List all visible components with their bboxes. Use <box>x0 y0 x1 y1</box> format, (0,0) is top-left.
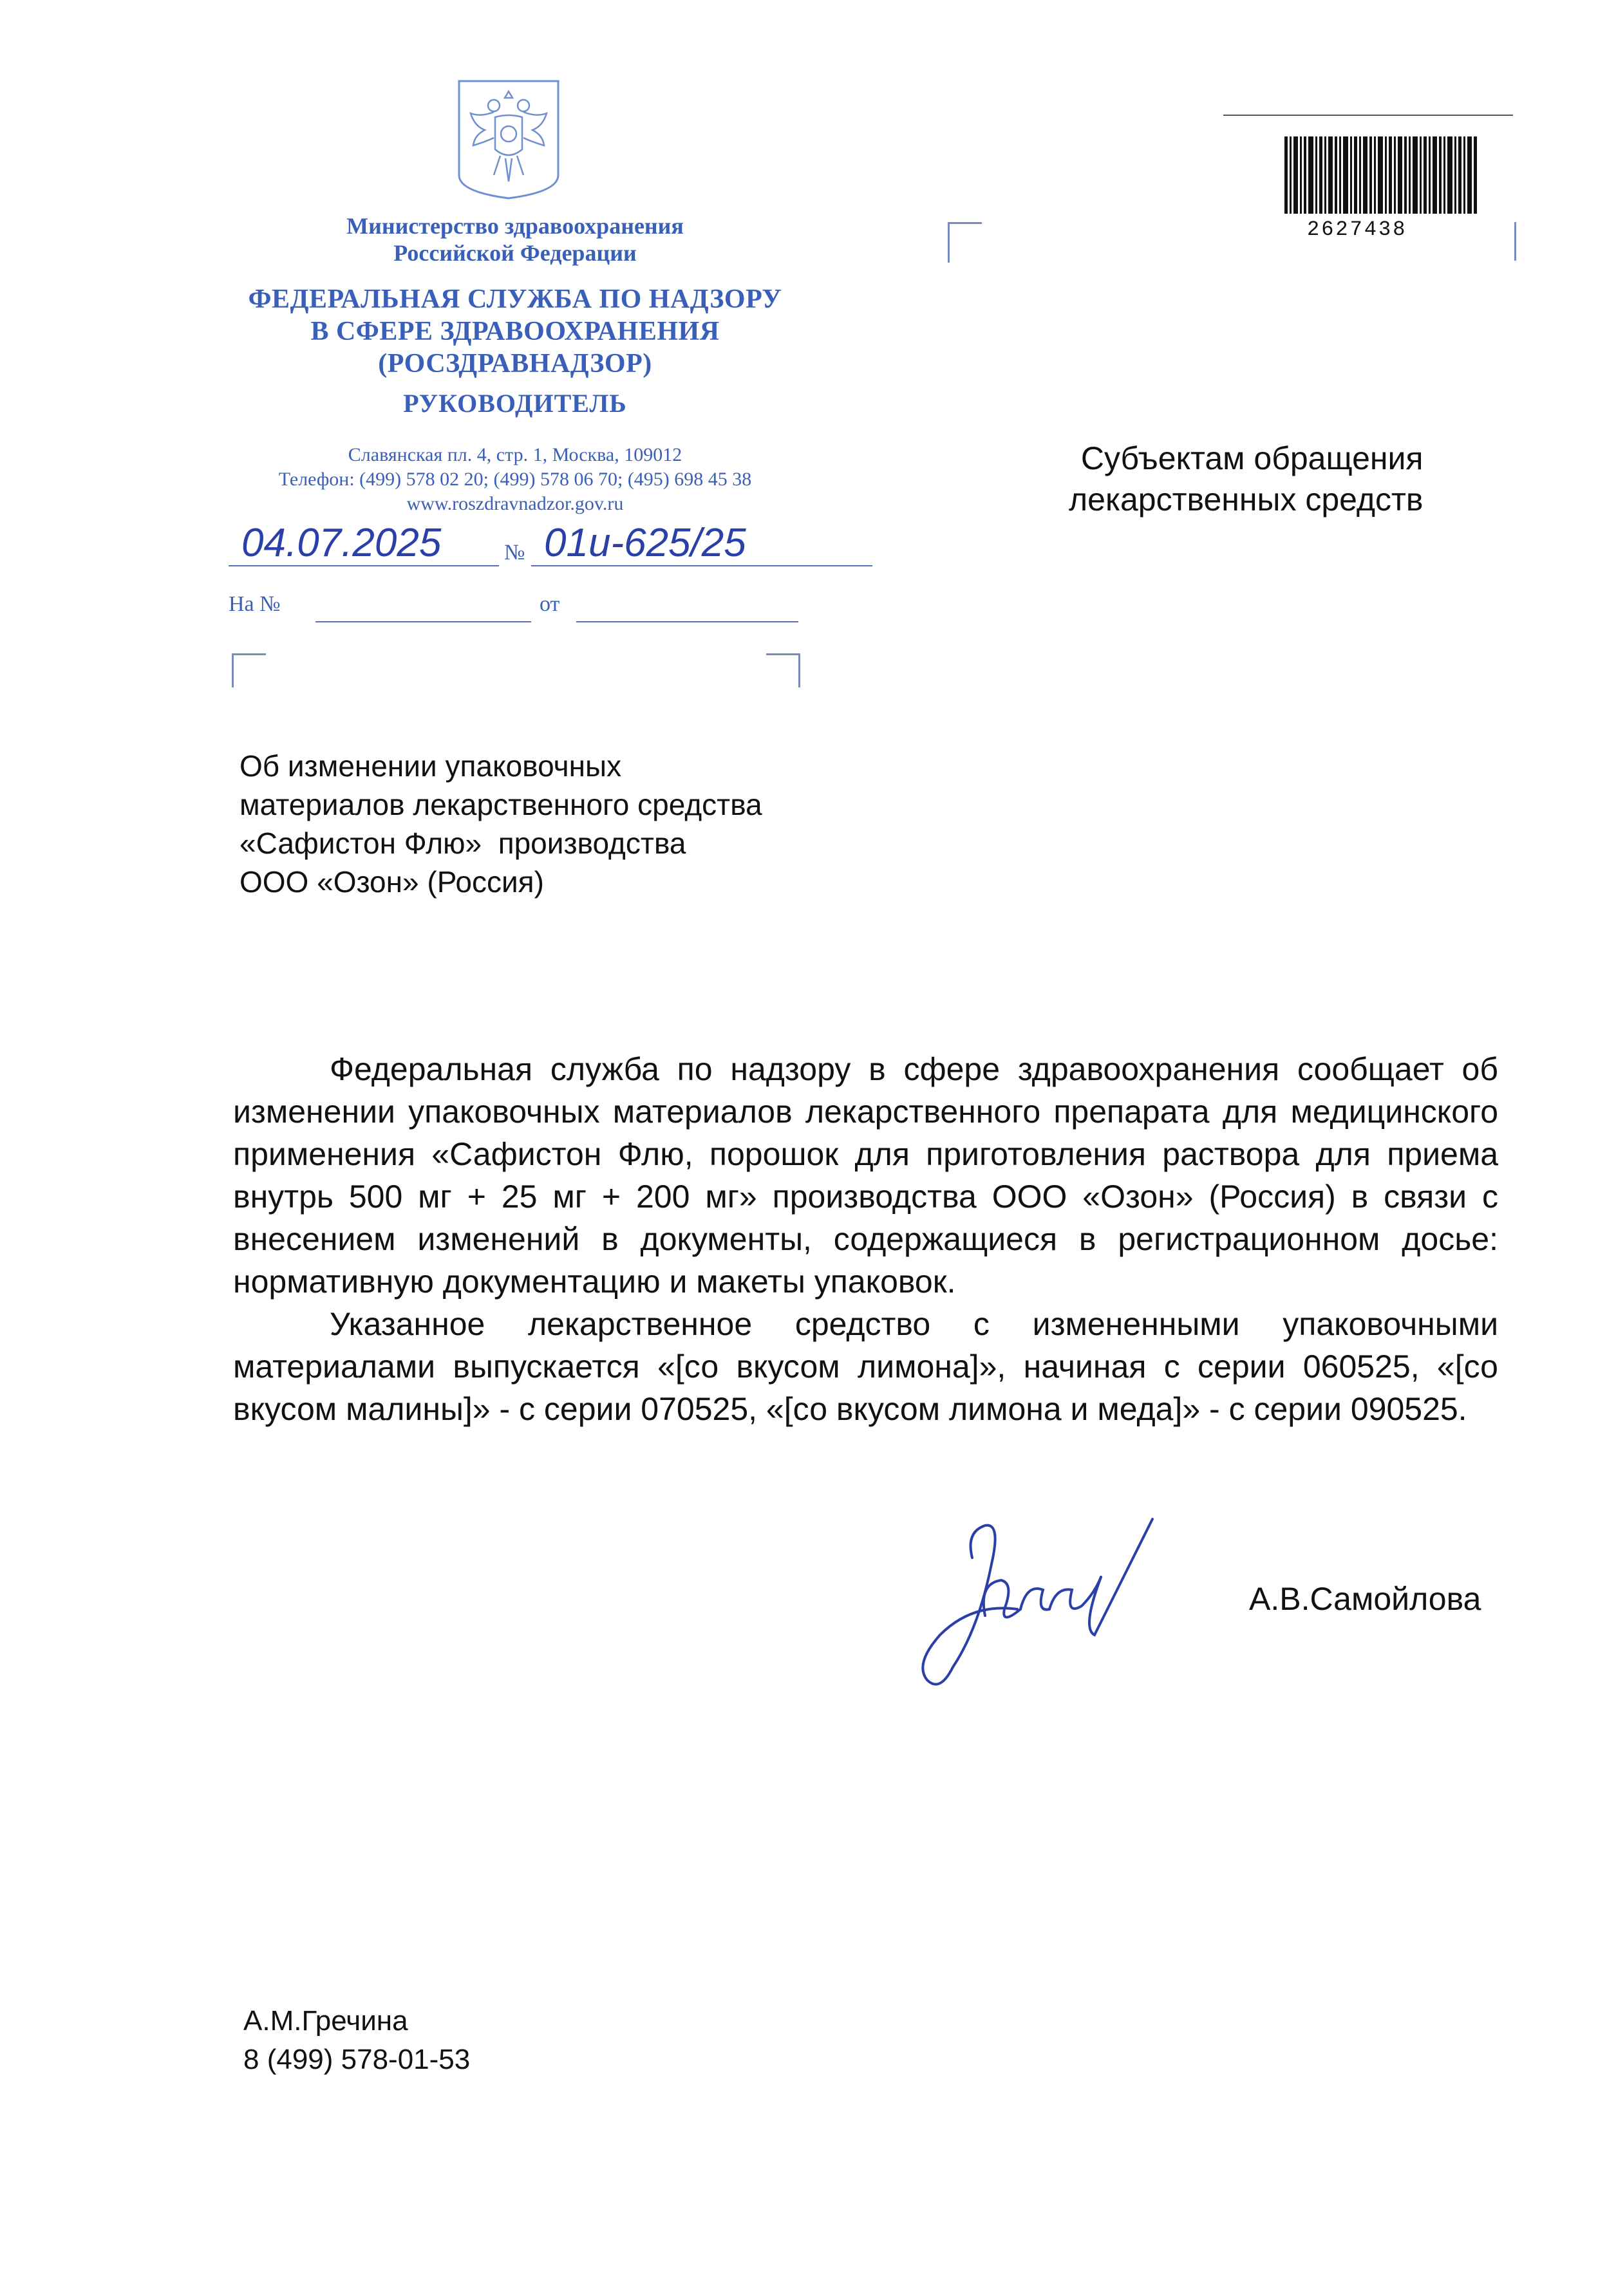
subject-line-3: «Сафистон Флю» производства <box>240 826 686 860</box>
addressee-line-1: Субъектам обращения <box>1080 440 1424 476</box>
coat-of-arms-icon <box>455 79 562 200</box>
number-underline <box>531 565 872 566</box>
body-paragraph-1: Федеральная служба по надзору в сфере здравоохранения сообщает об изменении упаковочных материалов лекарственного препарата для медицинского применения «Сафистон Флю, порошок для приготовления раствора для приема внутрь 500 мг + 25 мг + 200 мг» производства ООО «Озон» (Россия) в связи с внесением изменений в документы, содержащиеся в регистрационном досье: нормативную документацию и макеты упаковок. <box>233 1051 1498 1300</box>
ministry-line-1: Министерство здравоохранения <box>346 213 684 239</box>
reference-row <box>229 592 281 617</box>
subject-line-1: Об изменении упаковочных <box>240 749 622 783</box>
barcode-icon <box>1284 136 1478 214</box>
subject <box>240 747 762 901</box>
stamp-top-line <box>1223 115 1513 116</box>
addressee <box>1069 438 1424 520</box>
corner-mark-addr-tl <box>948 222 982 263</box>
na-label: На № <box>229 592 281 616</box>
date-underline <box>229 565 499 566</box>
handwritten-signature <box>888 1506 1165 1699</box>
address: Славянская пл. 4, стр. 1, Москва, 109012 <box>348 444 682 465</box>
subject-line-4: ООО «Озон» (Россия) <box>240 865 544 899</box>
letter-body <box>233 1048 1498 1430</box>
service-line-2: В СФЕРЕ ЗДРАВООХРАНЕНИЯ <box>310 317 720 346</box>
ministry-line-2: Российской Федерации <box>393 240 637 266</box>
ministry-name <box>193 212 837 266</box>
number-sign: № <box>504 541 525 565</box>
website: www.roszdravnadzor.gov.ru <box>406 493 624 514</box>
signer-name: А.В.Самойлова <box>1249 1581 1481 1617</box>
reg-date: 04.07.2025 <box>241 521 442 565</box>
addressee-line-2: лекарственных средств <box>1069 481 1424 518</box>
service-name <box>193 283 837 380</box>
ref-number-line <box>315 621 531 622</box>
reg-number: 01и-625/25 <box>544 521 746 565</box>
barcode-number: 2627438 <box>1307 218 1407 241</box>
registration-row <box>229 520 872 578</box>
head-title: РУКОВОДИТЕЛЬ <box>403 389 627 418</box>
service-line-1: ФЕДЕРАЛЬНАЯ СЛУЖБА ПО НАДЗОРУ <box>248 285 782 314</box>
executor-phone: 8 (499) 578-01-53 <box>243 2044 471 2075</box>
ref-date-line <box>576 621 798 622</box>
phones: Телефон: (499) 578 02 20; (499) 578 06 70; (495) 698 45 38 <box>278 469 752 490</box>
corner-mark-tr <box>766 653 800 687</box>
corner-mark-addr-tr <box>1514 222 1516 261</box>
subject-line-2: материалов лекарственного средства <box>240 788 762 821</box>
corner-mark-tl <box>232 653 266 687</box>
executor-info <box>243 2002 470 2079</box>
executor-name: А.М.Гречина <box>243 2005 408 2037</box>
ot-label: от <box>540 592 560 616</box>
body-paragraph-2: Указанное лекарственное средство с измененными упаковочными материалами выпускается «[со вкусом лимона]», начиная с серии 060525, «[со вкусом малины]» - с серии 070525, «[со вкусом лимона и меда]» - с серии 090525. <box>233 1306 1498 1427</box>
service-line-3: (РОСЗДРАВНАДЗОР) <box>378 349 652 378</box>
